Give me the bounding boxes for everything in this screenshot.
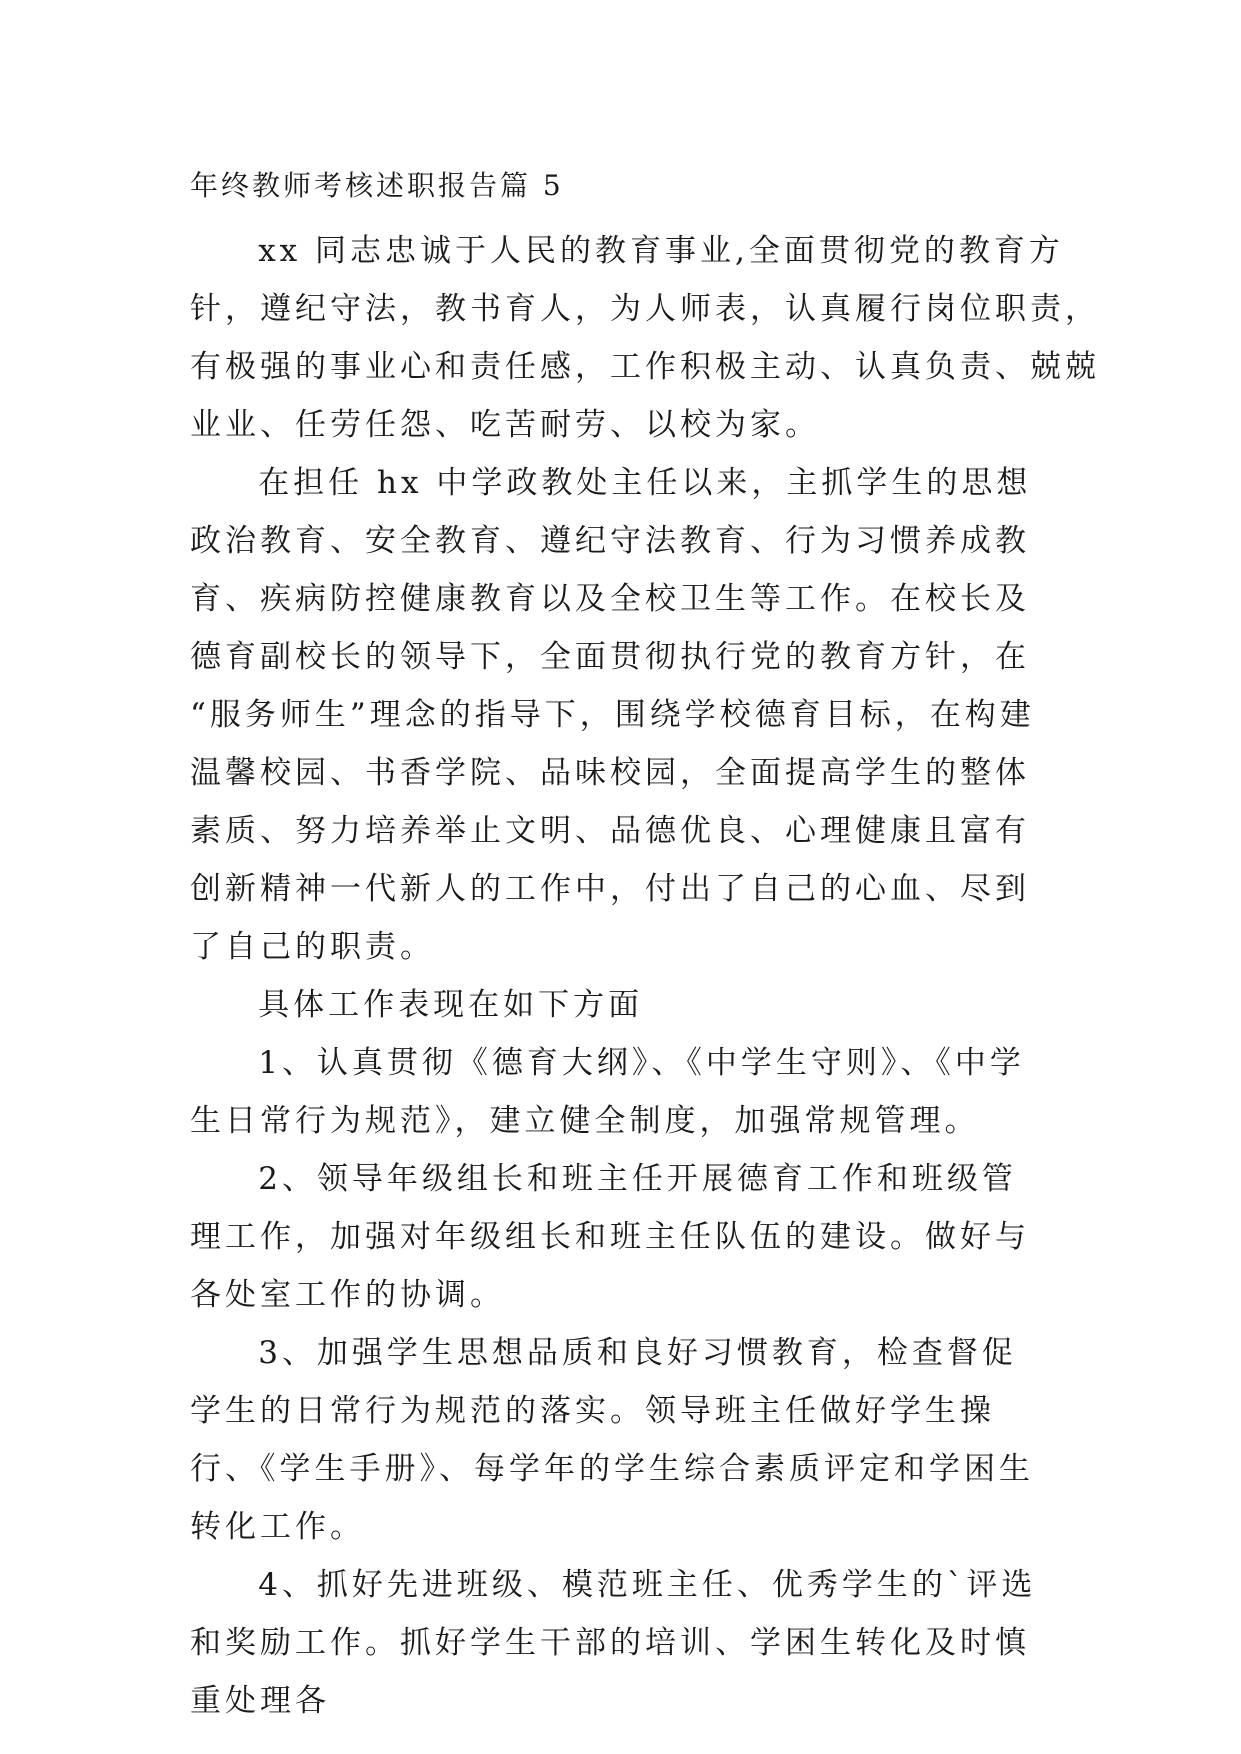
paragraph-item-2: 2、领导年级组长和班主任开展德育工作和班级管理工作，加强对年级组长和班主任队伍的建设。做好与各处室工作的协调。 xyxy=(190,1161,1030,1313)
paragraph-item-4: 4、抓好先进班级、模范班主任、优秀学生的`评选和奖励工作。抓好学生干部的培训、学困生转化及时慎重处理各 xyxy=(190,1567,1037,1719)
paragraph-heading: 具体工作表现在如下方面 xyxy=(258,987,644,1023)
document-body xyxy=(190,222,1100,1730)
paragraph-item-3: 3、加强学生思想品质和良好习惯教育，检查督促学生的日常行为规范的落实。领导班主任做好学生操行、《学生手册》、每学年的学生综合素质评定和学困生转化工作。 xyxy=(190,1335,1034,1545)
document-title: 年终教师考核述职报告篇 5 xyxy=(190,169,564,202)
paragraph-intro: xx 同志忠诚于人民的教育事业,全面贯彻党的教育方针，遵纪守法，教书育人，为人师表，认真履行岗位职责，有极强的事业心和责任感，工作积极主动、认真负责、兢兢业业、任劳任怨、吃苦耐劳、以校为家。 xyxy=(190,233,1100,443)
paragraph-item-1: 1、认真贯彻《德育大纲》、《中学生守则》、《中学生日常行为规范》，建立健全制度，加强常规管理。 xyxy=(190,1045,1025,1139)
paragraph-role: 在担任 hx 中学政教处主任以来，主抓学生的思想政治教育、安全教育、遵纪守法教育、行为习惯养成教育、疾病防控健康教育以及全校卫生等工作。在校长及德育副校长的领导下，全面贯彻执行党的教育方针，在 “服务师生”理念的指导下，围绕学校德育目标，在构建温馨校园、书香学院、品味校园，全面提高学生的整体素质、努力培养举止文明、品德优良、心理健康且富有创新精神一代新人的工作中，付出了自己的心血、尽到了自己的职责。 xyxy=(190,465,1035,965)
